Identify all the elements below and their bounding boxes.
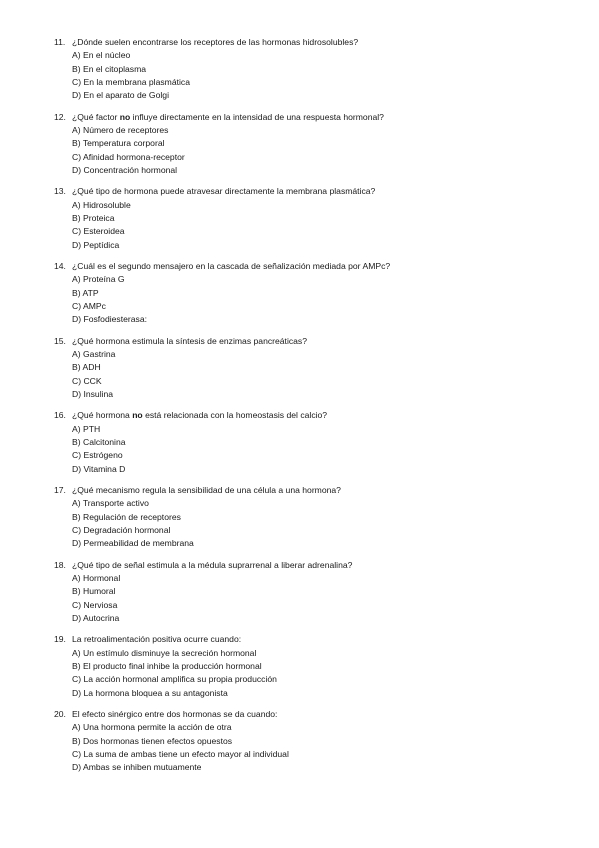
question-text-segment: ¿Qué tipo de señal estimula a la médula suprarrenal a liberar adrenalina? bbox=[72, 559, 353, 570]
answer-option: A) En el núcleo bbox=[72, 50, 131, 61]
answer-option: D) La hormona bloquea a su antagonista bbox=[72, 687, 228, 698]
answer-option: D) Peptídica bbox=[72, 239, 120, 250]
question-number: 19. bbox=[54, 634, 66, 645]
answer-option: D) Concentración hormonal bbox=[72, 164, 178, 175]
answer-option: A) Gastrina bbox=[72, 348, 116, 359]
question-line bbox=[54, 708, 574, 721]
question-text bbox=[72, 559, 574, 572]
answer-option: D) Permeabilidad de membrana bbox=[72, 538, 194, 549]
question-number: 17. bbox=[54, 485, 66, 496]
question-emphasis: no bbox=[132, 410, 143, 421]
question-number: 15. bbox=[54, 335, 66, 346]
answer-option: C) CCK bbox=[72, 375, 102, 386]
answer-option: D) Ambas se inhiben mutuamente bbox=[72, 762, 202, 773]
answer-option: D) En el aparato de Golgi bbox=[72, 90, 169, 101]
question-number: 12. bbox=[54, 111, 66, 122]
question-line bbox=[54, 36, 574, 49]
question-text-segment: ¿Qué tipo de hormona puede atravesar directamente la membrana plasmática? bbox=[72, 186, 376, 197]
answer-option: C) Esteroidea bbox=[72, 226, 125, 237]
answer-options bbox=[54, 348, 574, 401]
question-text-segment: ¿Qué hormona bbox=[72, 410, 133, 421]
answer-option: B) Proteica bbox=[72, 212, 115, 223]
question-text bbox=[72, 484, 574, 497]
answer-options bbox=[54, 647, 574, 700]
answer-option: D) Fosfodiesterasa: bbox=[72, 314, 147, 325]
answer-options bbox=[54, 497, 574, 550]
answer-option: A) Número de receptores bbox=[72, 124, 169, 135]
question-text bbox=[72, 36, 574, 49]
answer-option: A) Transporte activo bbox=[72, 498, 149, 509]
answer-option: B) Dos hormonas tienen efectos opuestos bbox=[72, 735, 233, 746]
question-text bbox=[72, 633, 574, 646]
question-text bbox=[72, 185, 574, 198]
question-17 bbox=[54, 484, 574, 550]
question-line bbox=[54, 260, 574, 273]
question-text bbox=[72, 260, 574, 273]
question-16 bbox=[54, 409, 574, 475]
question-number: 14. bbox=[54, 261, 66, 272]
answer-option: B) ADH bbox=[72, 362, 101, 373]
question-text-segment: La retroalimentación positiva ocurre cuando: bbox=[72, 634, 242, 645]
answer-option: C) Degradación hormonal bbox=[72, 524, 171, 535]
question-19 bbox=[54, 633, 574, 699]
question-line bbox=[54, 111, 574, 124]
answer-option: C) Nerviosa bbox=[72, 599, 118, 610]
answer-option: C) La acción hormonal amplifica su propia producción bbox=[72, 674, 277, 685]
question-13 bbox=[54, 185, 574, 251]
answer-option: C) La suma de ambas tiene un efecto mayor al individual bbox=[72, 748, 289, 759]
question-text-segment: El efecto sinérgico entre dos hormonas se da cuando: bbox=[72, 709, 278, 720]
question-number: 18. bbox=[54, 559, 66, 570]
question-number: 20. bbox=[54, 709, 66, 720]
question-11 bbox=[54, 36, 574, 102]
answer-option: B) En el citoplasma bbox=[72, 63, 147, 74]
question-line bbox=[54, 559, 574, 572]
question-text bbox=[72, 335, 574, 348]
answer-options bbox=[54, 124, 574, 177]
answer-option: A) Hidrosoluble bbox=[72, 199, 131, 210]
question-text-segment: está relacionada con la homeostasis del calcio? bbox=[142, 410, 328, 421]
answer-option: B) Regulación de receptores bbox=[72, 511, 181, 522]
answer-option: A) PTH bbox=[72, 423, 101, 434]
question-line bbox=[54, 185, 574, 198]
answer-option: A) Una hormona permite la acción de otra bbox=[72, 722, 232, 733]
question-line bbox=[54, 335, 574, 348]
question-text-segment: ¿Dónde suelen encontrarse los receptores de las hormonas hidrosolubles? bbox=[72, 37, 359, 47]
question-text-segment: ¿Cuál es el segundo mensajero en la cascada de señalización mediada por AMPc? bbox=[72, 261, 391, 272]
question-15 bbox=[54, 335, 574, 401]
question-number: 11. bbox=[54, 37, 66, 47]
answer-option: D) Insulina bbox=[72, 388, 114, 399]
answer-options bbox=[54, 273, 574, 326]
question-20 bbox=[54, 708, 574, 774]
answer-option: D) Autocrina bbox=[72, 612, 120, 623]
question-number: 13. bbox=[54, 186, 66, 197]
answer-option: C) Estrógeno bbox=[72, 450, 123, 461]
question-14 bbox=[54, 260, 574, 326]
answer-options bbox=[54, 572, 574, 625]
question-text bbox=[72, 708, 574, 721]
question-12 bbox=[54, 111, 574, 177]
question-text bbox=[72, 409, 574, 422]
answer-option: B) Temperatura corporal bbox=[72, 138, 165, 149]
question-text-segment: ¿Qué factor bbox=[72, 111, 120, 122]
answer-option: C) Afinidad hormona-receptor bbox=[72, 151, 185, 162]
answer-option: B) El producto final inhibe la producción hormonal bbox=[72, 660, 262, 671]
question-line bbox=[54, 484, 574, 497]
answer-option: A) Un estímulo disminuye la secreción hormonal bbox=[72, 647, 257, 658]
question-text-segment: ¿Qué mecanismo regula la sensibilidad de una célula a una hormona? bbox=[72, 485, 341, 496]
answer-option: A) Hormonal bbox=[72, 573, 121, 583]
question-line bbox=[54, 409, 574, 422]
question-text bbox=[72, 111, 574, 124]
answer-options bbox=[54, 199, 574, 252]
answer-options bbox=[54, 721, 574, 774]
answer-option: B) Humoral bbox=[72, 586, 116, 597]
question-text-segment: ¿Qué hormona estimula la síntesis de enzimas pancreáticas? bbox=[72, 335, 308, 346]
question-text-segment: influye directamente en la intensidad de una respuesta hormonal? bbox=[130, 111, 384, 122]
answer-option: B) Calcitonina bbox=[72, 436, 126, 447]
question-list bbox=[54, 36, 574, 783]
answer-option: A) Proteína G bbox=[72, 274, 125, 285]
answer-option: B) ATP bbox=[72, 287, 99, 298]
question-line bbox=[54, 633, 574, 646]
answer-options bbox=[54, 423, 574, 476]
question-18 bbox=[54, 559, 574, 625]
question-emphasis: no bbox=[119, 111, 131, 122]
answer-option: C) En la membrana plasmática bbox=[72, 76, 190, 87]
answer-option: C) AMPc bbox=[72, 300, 106, 311]
question-number: 16. bbox=[54, 410, 66, 421]
answer-options bbox=[54, 49, 574, 102]
answer-option: D) Vitamina D bbox=[72, 463, 126, 474]
